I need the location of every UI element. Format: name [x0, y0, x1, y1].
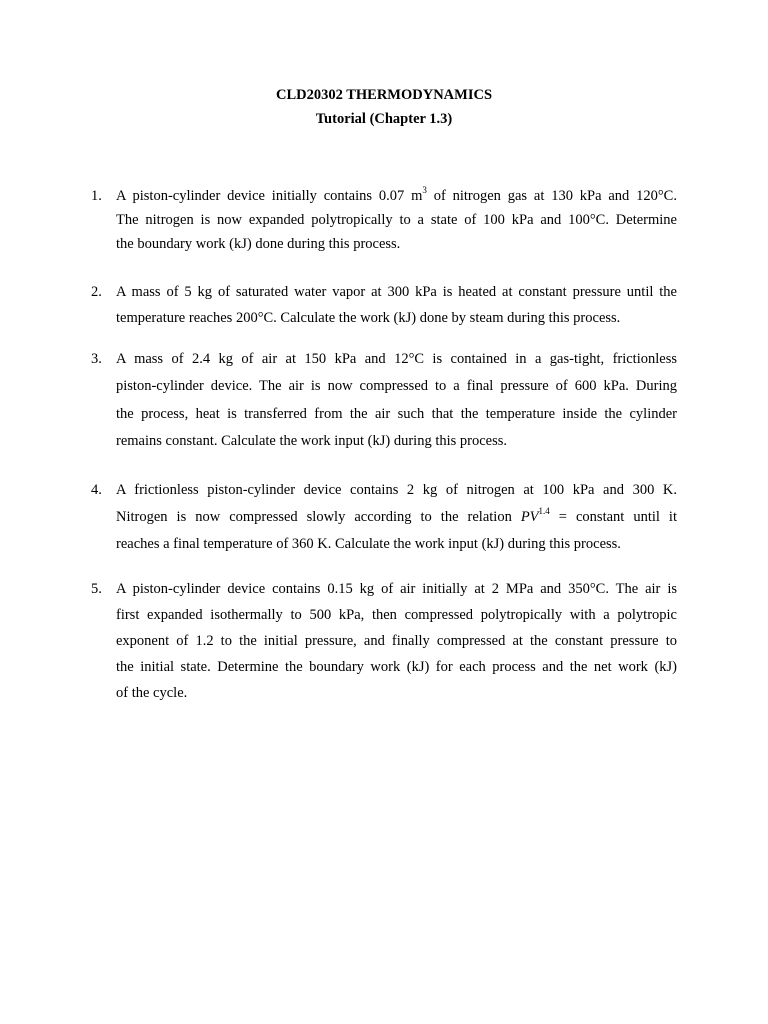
question-line: the boundary work (kJ) done during this process.: [116, 236, 401, 252]
question-number: 4.: [91, 482, 102, 498]
question-number: 2.: [91, 284, 102, 300]
question-text: [116, 576, 677, 706]
question-text: [116, 184, 677, 256]
question-number: 5.: [91, 581, 102, 597]
question-text: [116, 346, 677, 455]
course-title: CLD20302 THERMODYNAMICS: [275, 87, 493, 103]
question-line: the initial state. Determine the boundary work (kJ) for each process and the net work (kJ): [116, 659, 677, 675]
question-line: A piston-cylinder device contains 0.15 kg of air initially at 2 MPa and 350°C. The air is: [116, 581, 677, 597]
question-line: A mass of 5 kg of saturated water vapor at 300 kPa is heated at constant pressure until the: [116, 284, 677, 300]
question-line: first expanded isothermally to 500 kPa, then compressed polytropically with a polytropic: [116, 607, 677, 623]
question-5: [91, 576, 677, 706]
question-line: piston-cylinder device. The air is now compressed to a final pressure of 600 kPa. During: [116, 378, 677, 395]
question-4: [91, 477, 677, 558]
question-line: A piston-cylinder device initially contains 0.07 $m^3$ of nitrogen gas at 130 kPa and 120°C.: [116, 185, 677, 204]
question-line: The nitrogen is now expanded polytropically to a state of 100 kPa and 100°C. Determine: [116, 212, 677, 228]
question-line: remains constant. Calculate the work input (kJ) during this process.: [116, 432, 508, 449]
superscript: 3: [422, 185, 427, 196]
question-3: [91, 346, 677, 455]
question-line: A frictionless piston-cylinder device contains 2 kg of nitrogen at 100 kPa and 300 K.: [116, 482, 677, 498]
question-number: 1.: [91, 188, 102, 204]
question-line: reaches a final temperature of 360 K. Calculate the work input (kJ) during this process.: [116, 536, 621, 552]
question-text: [116, 279, 677, 331]
question-line: temperature reaches 200°C. Calculate the work (kJ) done by steam during this process.: [116, 310, 621, 326]
superscript: 1.4: [538, 506, 550, 517]
question-line: the process, heat is transferred from the air such that the temperature inside the cylinder: [116, 405, 677, 422]
question-text: [116, 477, 677, 558]
question-line: A mass of 2.4 kg of air at 150 kPa and 12°C is contained in a gas-tight, frictionless: [116, 351, 677, 367]
question-line: exponent of 1.2 to the initial pressure, and finally compressed at the constant pressure to: [116, 633, 677, 649]
question-2: [91, 279, 677, 331]
question-number: 3.: [91, 351, 102, 367]
pv-symbol: PV: [520, 509, 539, 525]
question-1: [91, 184, 677, 256]
tutorial-subtitle: Tutorial (Chapter 1.3): [315, 111, 453, 127]
question-line: Nitrogen is now compressed slowly according to the relation $PV^{1.4}$ = constant until it: [116, 506, 677, 525]
question-line: of the cycle.: [116, 685, 188, 701]
